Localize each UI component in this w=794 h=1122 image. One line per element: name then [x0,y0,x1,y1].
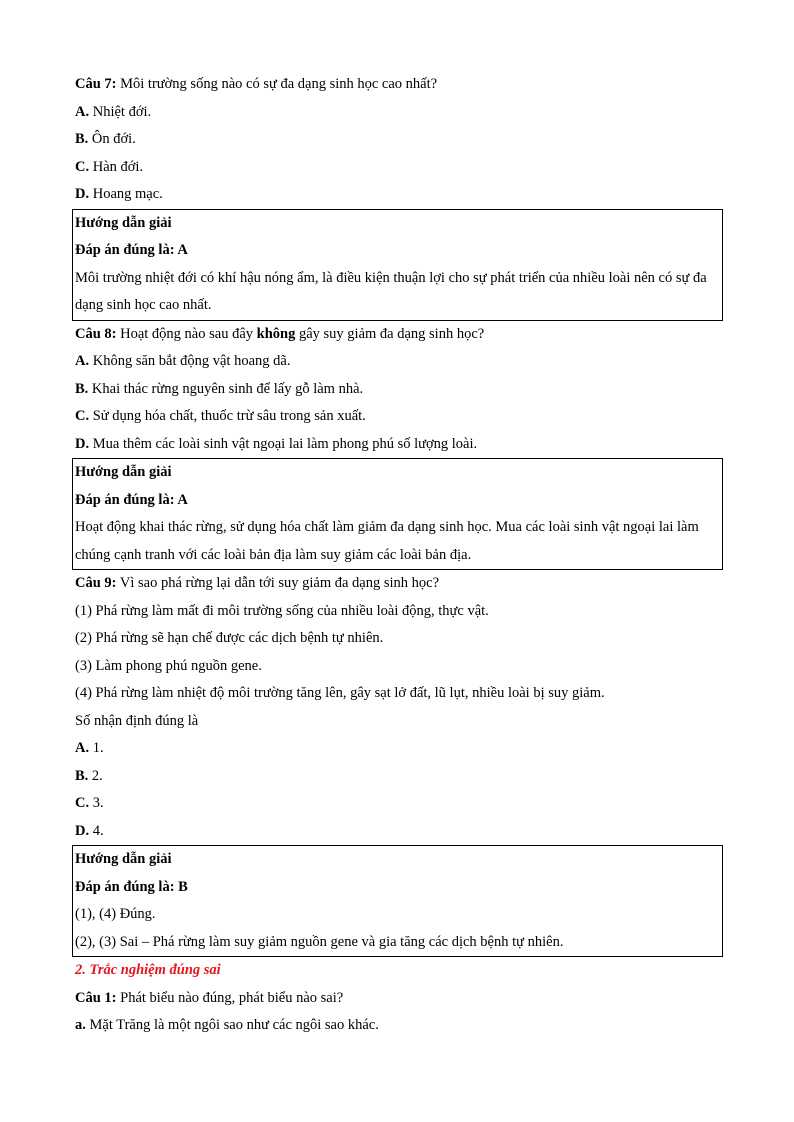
option-key: D. [75,186,90,202]
option-key: C. [75,158,90,175]
solution-line: (1), (4) Đúng. [75,906,156,922]
option-text: Khai thác rừng nguyên sinh để lấy gỗ làm nhà. [88,380,364,397]
solution-title: Hướng dẫn giải [75,851,172,867]
option-b [75,763,726,791]
section-heading: 2. Trắc nghiệm đúng sai [75,962,221,978]
question-label: Câu 9: [75,575,117,591]
option-text: Mua thêm các loài sinh vật ngoại lai làm phong phú số lượng loài. [89,435,478,452]
document-page [75,71,726,1040]
question-label: Câu 8: [75,325,117,342]
solution-line: (2), (3) Sai – Phá rừng làm suy giảm nguồn gene và gia tăng các dịch bệnh tự nhiên. [75,933,564,950]
question-9 [75,570,726,598]
option-d [75,181,726,209]
tf-question-1 [75,985,726,1013]
statement: (2) Phá rừng sẽ hạn chế được các dịch bệnh tự nhiên. [75,630,384,646]
question-text: Phát biểu nào đúng, phát biểu nào sai? [116,989,344,1006]
solution-title: Hướng dẫn giải [75,214,172,231]
option-text: Hàn đới. [89,158,144,175]
option-d [75,818,726,846]
item-text: Mặt Trăng là một ngôi sao như các ngôi sao khác. [85,1017,379,1033]
option-c [75,403,726,431]
option-key: D. [75,822,90,839]
option-text: 2. [88,767,103,784]
option-key: C. [75,408,90,424]
solution-box [72,209,723,321]
question-emphasis: không [256,325,296,342]
solution-explanation: Môi trường nhiệt đới có khí hậu nóng ẩm, là điều kiện thuận lợi cho sự phát triển của nhiều loài nên có sự đa dạng sinh học cao nhất. [75,269,707,313]
option-key: A. [75,103,90,120]
option-a [75,348,726,376]
option-text: Nhiệt đới. [89,103,152,120]
solution-box [72,458,723,570]
solution-answer: Đáp án đúng là: A [75,242,188,258]
option-text: Không săn bắt động vật hoang dã. [89,353,291,369]
solution-answer: Đáp án đúng là: A [75,491,188,508]
statement: (3) Làm phong phú nguồn gene. [75,657,262,674]
statement: (1) Phá rừng làm mất đi môi trường sống của nhiều loài động, thực vật. [75,602,489,619]
solution-answer: Đáp án đúng là: B [75,878,188,895]
option-text: 3. [89,795,104,811]
option-key: B. [75,131,89,147]
option-text: Hoang mạc. [89,186,163,202]
option-c [75,154,726,182]
option-key: C. [75,795,90,811]
question-8 [75,321,726,349]
option-key: A. [75,353,90,369]
question-text: Vì sao phá rừng lại dẫn tới suy giảm đa dạng sinh học? [116,575,440,591]
option-d [75,431,726,459]
option-text: 1. [89,740,104,756]
question-7 [75,71,726,99]
option-text: 4. [89,822,104,839]
option-a [75,99,726,127]
option-c [75,790,726,818]
item-key: a. [75,1017,86,1033]
option-b [75,126,726,154]
option-a [75,735,726,763]
question-label: Câu 1: [75,989,117,1006]
option-b [75,376,726,404]
option-key: B. [75,767,89,784]
question-prompt: Số nhận định đúng là [75,712,199,729]
statement: (4) Phá rừng làm nhiệt độ môi trường tăng lên, gây sạt lở đất, lũ lụt, nhiều loài bị suy giảm. [75,685,605,701]
option-key: A. [75,740,90,756]
option-key: D. [75,435,90,452]
question-label: Câu 7: [75,76,117,92]
solution-title: Hướng dẫn giải [75,464,172,480]
solution-box [72,845,723,957]
tf-item-a [75,1012,726,1040]
question-text-end: gây suy giảm đa dạng sinh học? [295,325,485,342]
solution-explanation: Hoạt động khai thác rừng, sử dụng hóa chất làm giảm đa dạng sinh học. Mua các loài sinh vật ngoại lai làm chúng cạnh tranh với các loài bản địa làm suy giảm các loài bản địa. [75,519,699,563]
question-text: Hoạt động nào sau đây [116,325,257,342]
option-text: Ôn đới. [88,131,136,147]
option-key: B. [75,380,89,397]
option-text: Sử dụng hóa chất, thuốc trừ sâu trong sản xuất. [89,408,366,424]
question-text: Môi trường sống nào có sự đa dạng sinh học cao nhất? [116,76,438,92]
